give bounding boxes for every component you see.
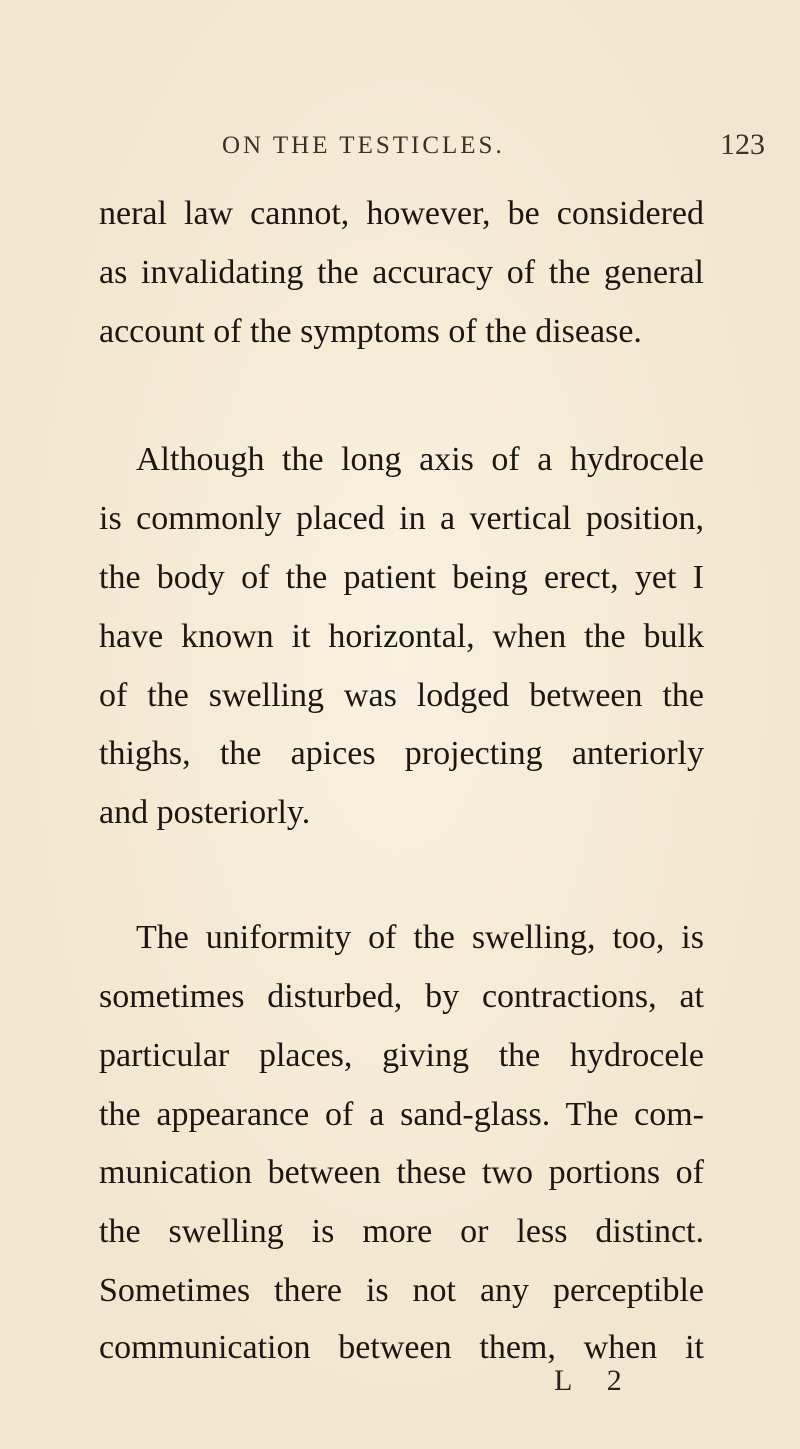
text-line: is commonly placed in a vertical position, xyxy=(99,500,704,537)
page-number: 123 xyxy=(720,128,765,161)
signature-mark: L 2 xyxy=(554,1364,636,1397)
running-title: ON THE TESTICLES. xyxy=(222,132,505,159)
text-line: and posteriorly. xyxy=(99,794,311,831)
text-line: neral law cannot, however, be considered xyxy=(99,195,704,232)
text-line: the appearance of a sand-glass. The com- xyxy=(99,1096,704,1133)
text-line: the body of the patient being erect, yet I xyxy=(99,559,704,596)
text-line: Sometimes there is not any perceptible xyxy=(99,1272,704,1309)
text-line: sometimes disturbed, by contractions, at xyxy=(99,978,704,1015)
text-line: munication between these two portions of xyxy=(99,1154,704,1191)
text-line: have known it horizontal, when the bulk xyxy=(99,618,704,655)
running-head xyxy=(0,128,800,172)
text-line: as invalidating the accuracy of the general xyxy=(99,254,704,291)
text-line: thighs, the apices projecting anteriorly xyxy=(99,735,704,772)
text-line: The uniformity of the swelling, too, is xyxy=(136,919,704,956)
text-line: account of the symptoms of the disease. xyxy=(99,313,642,350)
text-line: particular places, giving the hydrocele xyxy=(99,1037,704,1074)
text-line: Although the long axis of a hydrocele xyxy=(136,441,704,478)
text-line: the swelling is more or less distinct. xyxy=(99,1213,704,1250)
text-line: of the swelling was lodged between the xyxy=(99,677,704,714)
text-line: communication between them, when it xyxy=(99,1329,704,1366)
